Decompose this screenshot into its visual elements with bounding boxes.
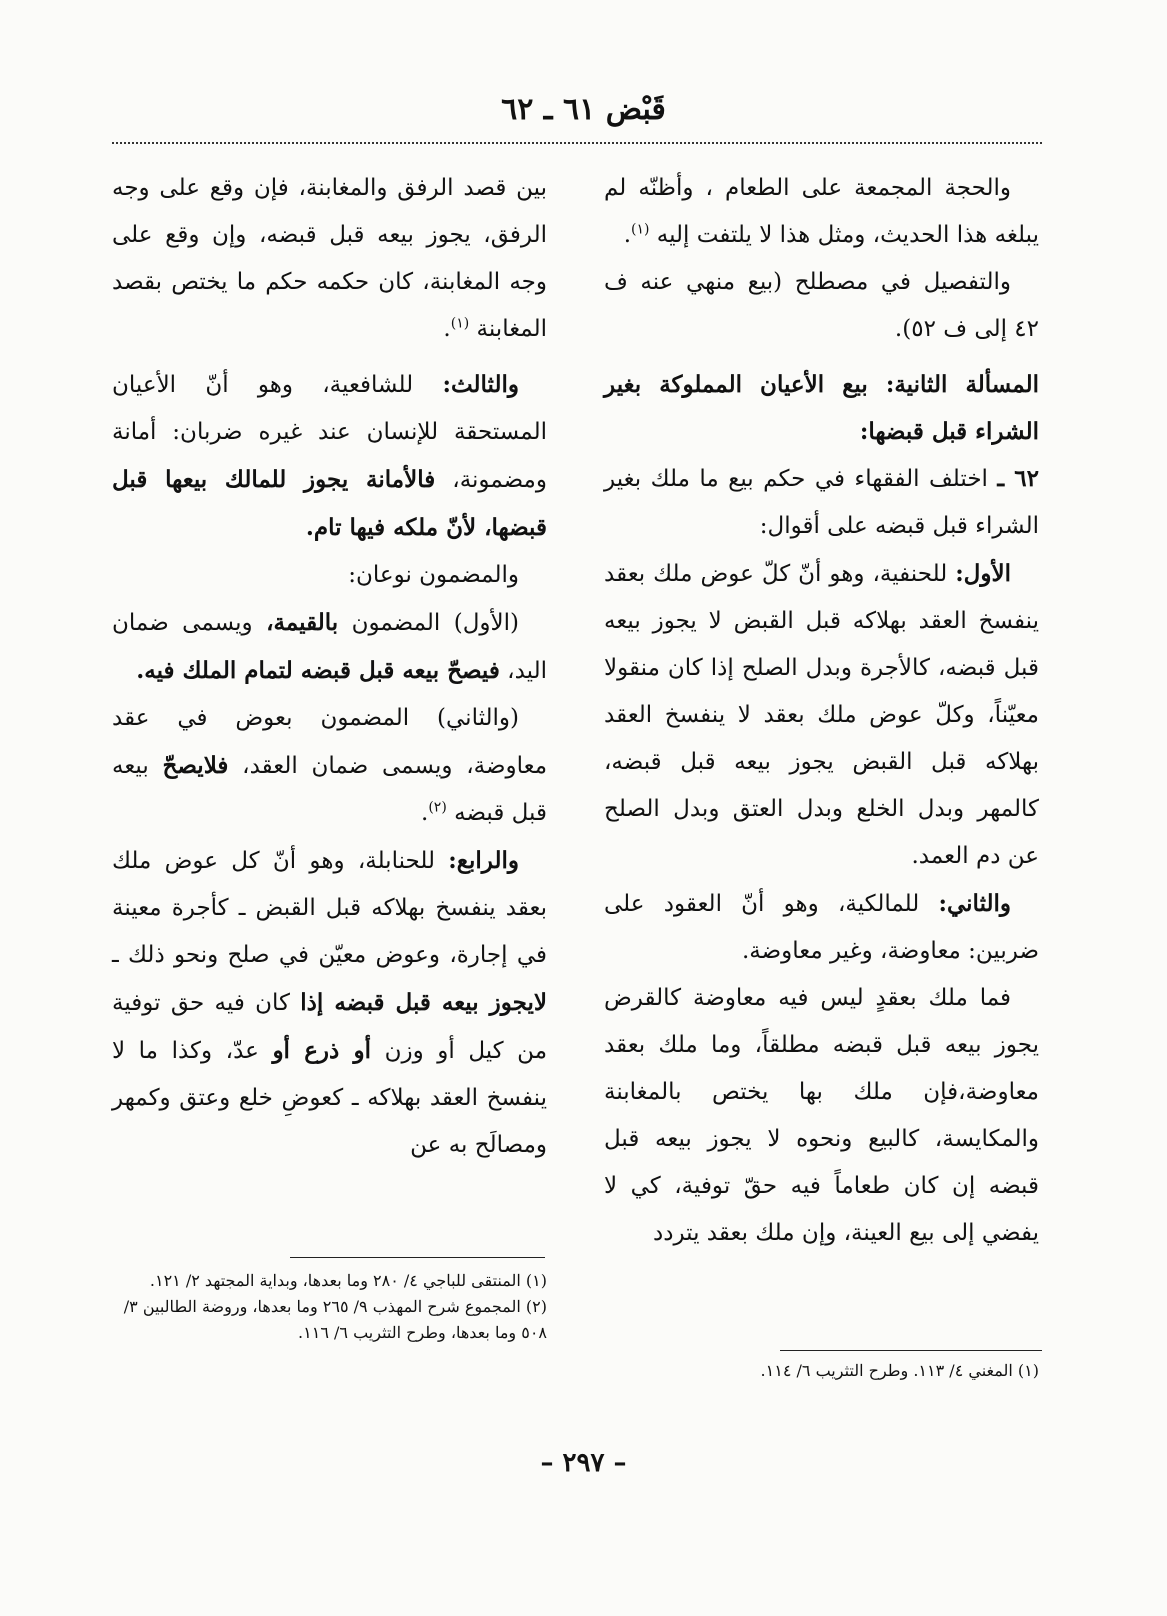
paragraph: بين قصد الرفق والمغابنة، فإن وقع على وجه الرفق، يجوز بيعه قبل قبضه، وإن وقع على وجه المغابنة، كان حكمه حكم ما يختص بقصد المغابنة $^{(١)}$. — [112, 175, 547, 342]
footnote-rule-right — [780, 1350, 1042, 1351]
footnote-ref[interactable]: (١) — [631, 221, 650, 238]
right-column — [604, 165, 1039, 1257]
paragraph: والثالث: للشافعية، وهو أنّ الأعيان المستحقة للإنسان عند غيره ضربان: أمانة ومضمونة، فالأمانة يجوز للمالك بيعها قبل قبضها، لأنّ ملكه فيها تام. — [112, 371, 547, 541]
paragraph: والرابع: للحنابلة، وهو أنّ كل عوض ملك بعقد ينفسخ بهلاكه قبل القبض ـ كأجرة معينة في إجارة، وعوض معيّن في صلح ونحو ذلك ـ لايجوز بيعه قبل قبضه إذا كان فيه حق توفية من كيل أو وزن أو ذرع أو عدّ، وكذا ما لا ينفسخ العقد بهلاكه ـ كعوضِ خلع وعتق وكمهر ومصالَح به عن — [112, 847, 548, 1158]
paragraph: والتفصيل في مصطلح (بيع منهي عنه ف ٤٢ إلى ف ٥٢). — [604, 269, 1039, 342]
footnote: (١) المغني ٤/ ١١٣. وطرح التثريب ٦/ ١١٤. — [760, 1361, 1039, 1380]
footnotes-right — [604, 1358, 1039, 1384]
paragraph: والثاني: للمالكية، وهو أنّ العقود على ضربين: معاوضة، وغير معاوضة. — [604, 890, 1039, 964]
header-title: قَبْض ٦١ ـ ٦٢ — [501, 92, 666, 127]
footnote-rule-left — [290, 1257, 545, 1258]
paragraph: (الأول) المضمون بالقيمة، ويسمى ضمان اليد، فيصحّ بيعه قبل قبضه لتمام الملك فيه. — [112, 609, 547, 684]
left-column — [112, 165, 547, 1169]
page-number: – ٢٩٧ – — [540, 1448, 627, 1478]
paragraph: الأول: للحنفية، وهو أنّ كلّ عوض ملك بعقد ينفسخ العقد بهلاكه قبل القبض لا يجوز بيعه قبل قبضه، كالأجرة وبدل الصلح إذا كان منقولا معيّناً، وكلّ عوض ملك بعقد لا ينفسخ العقد بهلاكه قبل القبض يجوز بيعه قبل قبضه، كالمهر وبدل الخلع وبدل العتق وبدل الصلح عن دم العمد. — [604, 560, 1039, 869]
footnotes-left — [112, 1268, 547, 1346]
footnote: (١) المنتقى للباجي ٤/ ٢٨٠ وما بعدها، وبداية المجتهد ٢/ ١٢١. — [149, 1271, 547, 1290]
paragraph: والمضمون نوعان: — [348, 562, 519, 588]
section-heading: المسألة الثانية: بيع الأعيان المملوكة بغير الشراء قبل قبضها: — [604, 371, 1039, 445]
paragraph: (والثاني) المضمون بعوض في عقد معاوضة، ويسمى ضمان العقد، فلايصحّ بيعه قبل قبضه $^{(٢)}$. — [112, 705, 548, 826]
paragraph-number: ٦٢ ـ — [997, 465, 1039, 492]
paragraph: والحجة المجمعة على الطعام ، وأظنّه لم يبلغه هذا الحديث، ومثل هذا لا يلتفت إليه $^{(١)}$. — [604, 175, 1039, 248]
paragraph: فما ملك بعقدٍ ليس فيه معاوضة كالقرض يجوز بيعه قبل قبضه مطلقاً، وما ملك بعقد معاوضة،فإن ملك بها يختص بالمغابنة والمكايسة، كالبيع ونحوه لا يجوز بيعه قبل قبضه إن كان طعاماً فيه حقّ توفية، كي لا يفضي إلى بيع العينة، وإن ملك بعقد يتردد — [604, 985, 1039, 1246]
footnote: (٢) المجموع شرح المهذب ٩/ ٢٦٥ وما بعدها، وروضة الطالبين ٣/ ٥٠٨ وما بعدها، وطرح التثريب ٦/ ١١٦. — [123, 1297, 547, 1342]
header-dotted-rule — [112, 142, 1042, 144]
footnote-ref[interactable]: (١) — [450, 315, 470, 332]
footnote-ref[interactable]: (٢) — [428, 799, 447, 816]
paragraph: ٦٢ ـ اختلف الفقهاء في حكم بيع ما ملك بغير الشراء قبل قبضه على أقوال: — [604, 465, 1039, 539]
running-header — [0, 90, 1167, 130]
